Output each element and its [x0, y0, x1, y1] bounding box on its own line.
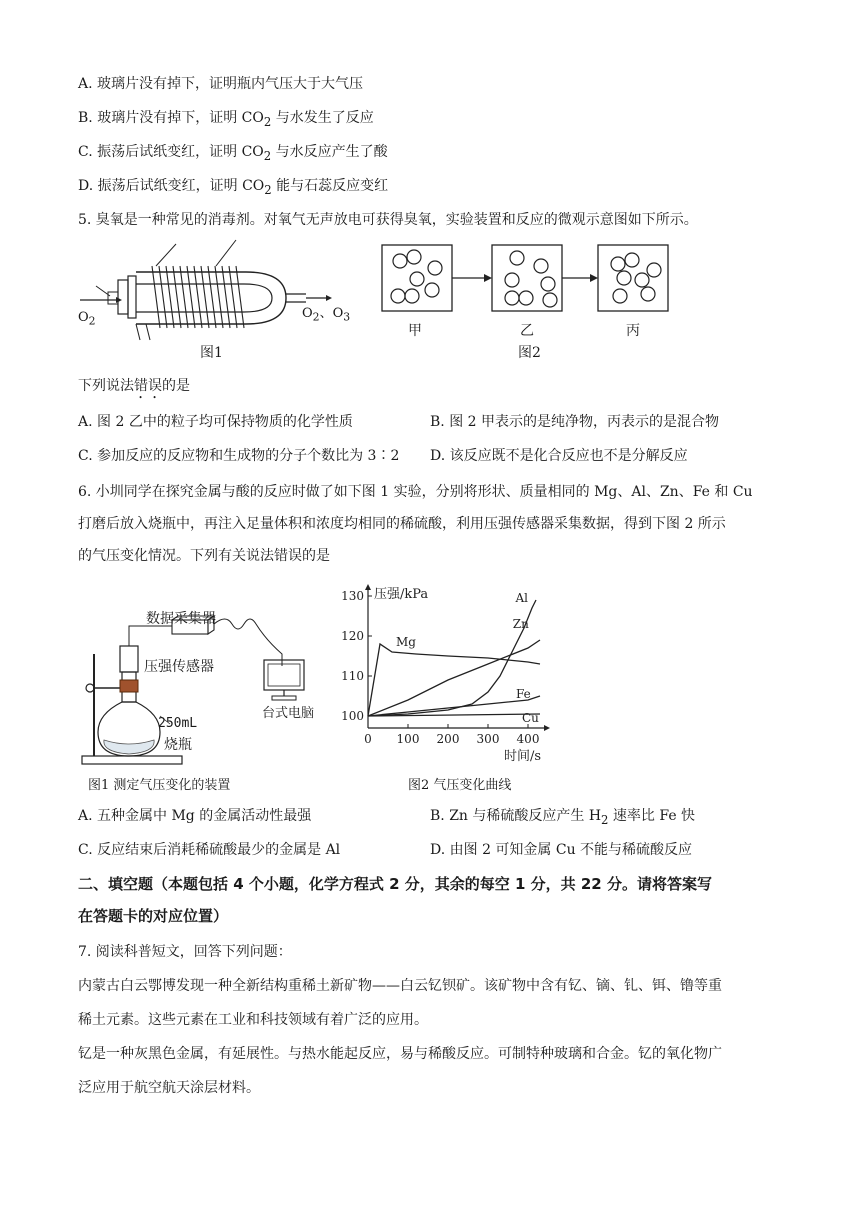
q5-option-a: A. 图 2 乙中的粒子均可保持物质的化学性质 — [78, 414, 353, 430]
q4-option-c-text: C. 振荡后试纸变红，证明 CO — [78, 144, 264, 160]
q5-fig2-arrow-2 — [562, 274, 598, 282]
y-tick-label: 130 — [341, 589, 364, 603]
q4-option-d-sub: 2 — [264, 182, 272, 197]
q6-option-b-sub: 2 — [601, 812, 609, 827]
q5-fig2-box-jia — [382, 245, 452, 311]
q6-stem-line2: 打磨后放入烧瓶中，再注入足量体积和浓度均相同的稀硫酸，利用压强传感器采集数据，得到下图 2 所示 — [78, 516, 726, 532]
q5-fig1-inlet-label — [78, 310, 96, 328]
q4-option-d-text-2: 能与石蕊反应变红 — [271, 178, 389, 194]
q5-fig2-caption: 图2 — [518, 345, 541, 361]
series-label-mg: Mg — [396, 635, 416, 649]
q5-option-b: B. 图 2 甲表示的是纯净物，丙表示的是混合物 — [430, 414, 719, 430]
q6-fig2-chart — [330, 582, 560, 772]
q7-stem: 7. 阅读科普短文，回答下列问题： — [78, 944, 292, 960]
q6-fig1-label-collector: 数据采集器 — [146, 611, 216, 627]
q4-option-c — [78, 142, 388, 166]
q6-option-c: C. 反应结束后消耗稀硫酸最少的金属是 Al — [78, 842, 341, 858]
q5-option-d: D. 该反应既不是化合反应也不是分解反应 — [430, 448, 688, 464]
q4-option-c-text-2: 与水反应产生了酸 — [271, 144, 388, 160]
q5-fig2-label-bing: 丙 — [626, 323, 640, 339]
x-tick-label: 100 — [396, 732, 420, 746]
q6-option-b-text: B. Zn 与稀硫酸反应产生 H — [430, 808, 602, 824]
x-tick-label: 400 — [516, 732, 540, 746]
q6-fig2-caption: 图2 气压变化曲线 — [408, 778, 512, 793]
q6-fig1-caption: 图1 测定气压变化的装置 — [88, 778, 231, 793]
q5-fig1-outlet-label — [302, 302, 350, 324]
q5-prompt — [78, 376, 190, 402]
x-tick-label: 300 — [476, 732, 500, 746]
q4-option-d — [78, 176, 388, 200]
q5-fig1-outlet-sub: 2 — [312, 310, 320, 324]
x-tick-label: 200 — [436, 732, 460, 746]
q4-option-a: A. 玻璃片没有掉下，证明瓶内气压大于大气压 — [78, 76, 364, 92]
q5-fig1-outlet-text-2: 、O — [319, 306, 344, 321]
q5-prompt-text: 下列说法 — [78, 378, 134, 394]
section2-heading-line1: 二、填空题（本题包括 4 个小题，化学方程式 2 分，其余的每空 1 分，共 22 分。请将答案写 — [78, 875, 712, 893]
q5-prompt-emphasis: 错误 — [134, 378, 162, 394]
q5-fig1-outlet-sub-2: 3 — [343, 310, 351, 324]
section2-heading-line2: 在答题卡的对应位置） — [78, 907, 229, 925]
q4-option-b-text-2: 与水发生了反应 — [271, 110, 374, 126]
series-label-cu: Cu — [522, 711, 539, 725]
chart-axes — [365, 584, 550, 731]
q5-fig2-box-yi — [492, 245, 562, 311]
q5-option-c: C. 参加反应的反应物和生成物的分子个数比为 3∶2 — [78, 448, 400, 464]
q7-para1-line1: 内蒙古白云鄂博发现一种全新结构重稀土新矿物——白云钇钡矿。该矿物中含有钇、镝、钆、铒、镥等重 — [78, 978, 722, 994]
q5-fig2-box-bing — [598, 245, 668, 311]
q5-fig1-caption: 图1 — [200, 345, 223, 361]
y-axis-label: 压强/kPa — [374, 587, 429, 602]
q6-fig1-label-sensor: 压强传感器 — [144, 659, 214, 675]
q4-option-b-sub: 2 — [263, 114, 272, 129]
q4-option-d-text: D. 振荡后试纸变红，证明 CO — [78, 178, 265, 194]
q6-fig1-label-flask-volume: 250mL — [158, 716, 198, 731]
y-tick-label: 110 — [341, 669, 364, 683]
q4-option-c-sub: 2 — [263, 148, 272, 163]
y-tick-label: 120 — [341, 629, 364, 643]
q6-option-b-text-2: 速率比 Fe 快 — [608, 808, 696, 824]
series-label-zn: Zn — [512, 617, 529, 631]
x-axis-arrow — [544, 725, 550, 731]
q4-option-b-text: B. 玻璃片没有掉下，证明 CO — [78, 110, 264, 126]
q5-stem: 5. 臭氧是一种常见的消毒剂。对氧气无声放电可获得臭氧，实验装置和反应的微观示意图如下所示。 — [78, 212, 698, 228]
q7-para2-line1: 钇是一种灰黑色金属，有延展性。与热水能起反应，易与稀酸反应。可制特种玻璃和合金。钇的氧化物广 — [78, 1046, 722, 1062]
q6-stem-line1: 6. 小圳同学在探究金属与酸的反应时做了如下图 1 实验，分别将形状、质量相同的 Mg、Al、Zn、Fe 和 Cu — [78, 484, 753, 500]
q7-para1-line2: 稀土元素。这些元素在工业和科技领域有着广泛的应用。 — [78, 1012, 428, 1028]
q4-option-b — [78, 108, 374, 132]
series-line-al — [368, 600, 536, 716]
q7-para2-line2: 泛应用于航空航天涂层材料。 — [78, 1080, 260, 1096]
q5-fig2-label-yi: 乙 — [520, 323, 534, 339]
q5-fig2-arrow-1 — [452, 274, 492, 282]
y-tick-label: 100 — [341, 709, 364, 723]
q5-fig1-inlet-sub: 2 — [88, 314, 96, 328]
q5-fig1-inlet-text: O — [78, 310, 89, 325]
q6-stem-line3: 的气压变化情况。下列有关说法错误的是 — [78, 548, 330, 564]
x-tick-label: 0 — [364, 732, 372, 746]
series-label-al: Al — [515, 591, 528, 605]
q6-option-b — [430, 806, 695, 830]
q6-option-a: A. 五种金属中 Mg 的金属活动性最强 — [78, 808, 312, 824]
series-line-zn — [368, 640, 540, 716]
q5-fig2-diagram — [376, 240, 688, 316]
q5-fig2-label-jia: 甲 — [408, 323, 422, 339]
q6-fig1-label-flask: 烧瓶 — [164, 737, 192, 753]
q6-option-d: D. 由图 2 可知金属 Cu 不能与稀硫酸反应 — [430, 842, 693, 858]
chart-ticks — [341, 589, 539, 746]
series-label-fe: Fe — [516, 687, 531, 701]
q5-prompt-text-2: 的是 — [162, 378, 190, 394]
q5-fig1-outlet-text: O — [302, 306, 313, 321]
x-axis-label: 时间/s — [504, 749, 542, 764]
q6-fig1-label-computer: 台式电脑 — [262, 706, 315, 721]
y-axis-arrow — [365, 584, 371, 590]
